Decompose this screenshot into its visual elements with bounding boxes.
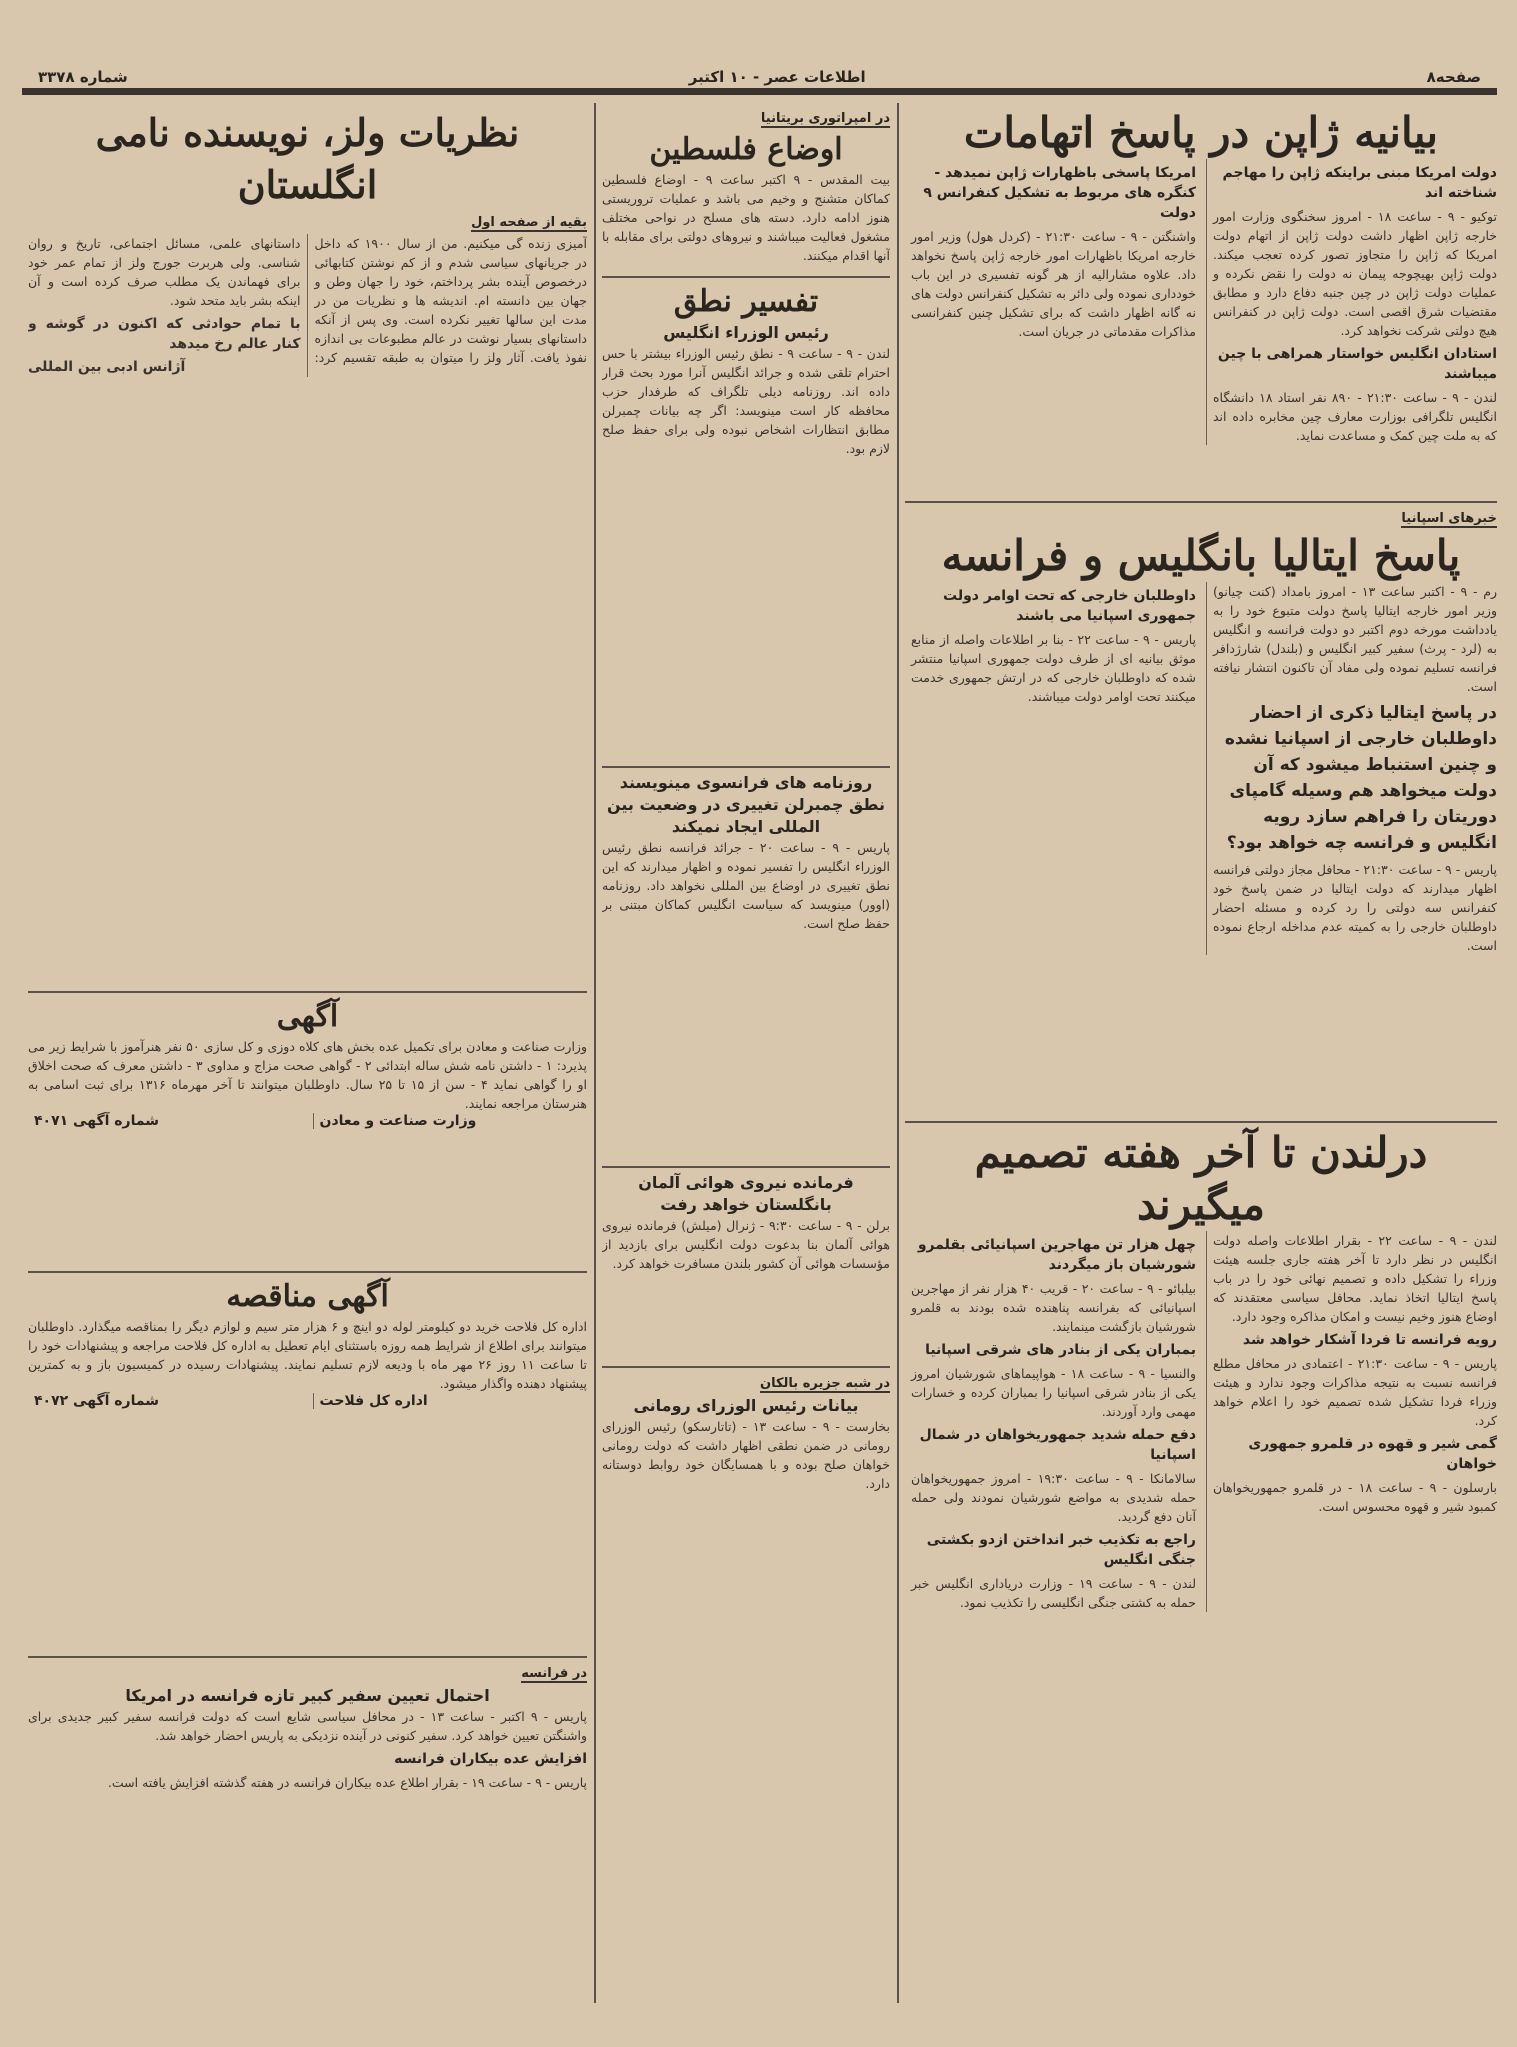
masthead — [22, 60, 1497, 86]
subheadline: با تمام حوادثی که اکنون در گوشه و کنار عالم رخ میدهد — [28, 316, 301, 352]
article-body — [28, 234, 587, 377]
subheadline: دفع حمله شدید جمهوریخواهان در شمال اسپانیا — [919, 1427, 1196, 1463]
paper-date: اطلاعات عصر - ۱۰ اکتبر — [688, 68, 866, 86]
subheadline: استادان انگلیس خواستار همراهی با چین میباشند — [1217, 346, 1497, 382]
article-body: پاریس - ۹ - ساعت ۲۱:۳۰ - محافل مجاز دولتی فرانسه اظهار میدارند که دولت ایتالیا در ضمن پاسخ خود کنفرانس سه دولتی را رد کرده و مسئله احضار داوطلبان خارجی را به کمیته عدم مداخله ارجاع نموده است. — [1213, 862, 1497, 953]
subheadline: رئیس الوزراء انگلیس — [663, 323, 829, 342]
subheadline: گمی شیر و قهوه در قلمرو جمهوری خواهان — [1248, 1436, 1497, 1472]
article-body: بارسلون - ۹ - ساعت ۱۸ - در قلمرو جمهوریخواهان کمبود شیر و قهوه محسوس است. — [1213, 1480, 1497, 1514]
article-speech — [602, 278, 890, 768]
article-body: لندن - ۹ - ساعت ۲۱:۳۰ - ۸۹۰ نفر استاد ۱۸ دانشگاه انگلیس تلگرافی بوزارت معارف چین مخابره داده اند که به ملت چین کمک و مساعدت نماید. — [1213, 390, 1497, 443]
section-kicker: خبرهای اسپانیا — [1401, 511, 1497, 526]
subheadline: داوطلبان خارجی که تحت اوامر دولت جمهوری اسپانیا می باشند — [943, 588, 1196, 624]
headline: روزنامه های فرانسوی مینویسند نطق چمبرلن تغییری در وضعیت بین المللی ایجاد نمیکند — [607, 773, 885, 836]
advertiser: اداره کل فلاحت — [313, 1393, 588, 1409]
headline: نظریات ولز، نویسنده نامی انگلستان — [95, 110, 520, 207]
article-body: پاریس - ۹ - ساعت ۲۲ - بنا بر اطلاعات واصله از منابع موثق بیانیه ای از طرف دولت جمهوری اسپانیا منتشر شده که داوطلبان خارجی که در ارتش جمهوری خدمت میکنند تحت اوامر دولت میباشند. — [911, 632, 1196, 704]
section-kicker: در امپراتوری بریتانیا — [760, 111, 890, 126]
article-france — [28, 1658, 587, 2003]
article-body: لندن - ۹ - ساعت ۹ - نطق رئیس الوزراء بیشتر با حس احترام تلقی شده و جرائد انگلیس آنرا مورد بحث قرار داده اند. روزنامه دیلی تلگراف که طرفدار حزب محافظه کار است مینویسد: اگر چه بیانات چمبرلن مطابق انتظارات اشخاص نبوده ولی برای حفظ صلح لازم بود. — [602, 346, 890, 456]
article-body: بیت المقدس - ۹ اکتبر ساعت ۹ - اوضاع فلسطین کماکان متشنج و وخیم می باشد و عملیات تروریستی هنوز ادامه دارد. دسته های مسلح در نواحی مختلف مشغول فعالیت میباشند و نیروهای دولتی برای مقابله با آنها اقدام میکنند. — [602, 172, 890, 263]
section-kicker: در شبه جزیره بالکان — [760, 1376, 890, 1391]
advertiser: وزارت صناعت و معادن — [313, 1113, 588, 1129]
headline: بیانات رئیس الوزرای رومانی — [633, 1396, 859, 1415]
article-body: توکیو - ۹ - ساعت ۱۸ - امروز سخنگوی وزارت امور خارجه ژاپن اظهار داشت دولت ژاپن از اتهام دولت امریکا که ژاپن را متجاوز تصور کرده تعجب میکند. دولت ژاپن بهیچوجه پیمان نه دولت را نقض نکرده و عملیات دولت ژاپن در چین جنبه دفاع دارد و مطابق مقتضیات شرق اقصی است. دولت ژاپن در کنفرانس هیچ دولتی شرکت نخواهد کرد. — [1213, 209, 1497, 338]
article-body: والنسیا - ۹ - ساعت ۱۸ - هواپیماهای شورشیان امروز یکی از بنادر شرقی اسپانیا را بمباران کرده و خسارات مهمی وارد آوردند. — [911, 1366, 1196, 1419]
headline: فرمانده نیروی هوائی آلمان بانگلستان خواهد رفت — [638, 1173, 854, 1214]
subheadline: چهل هزار تن مهاجرین اسپانیائی بقلمرو شورشیان باز میگردند — [917, 1237, 1196, 1273]
article-french-press — [602, 768, 890, 1168]
article-airforce — [602, 1168, 890, 1368]
article-italy — [905, 503, 1497, 1123]
article-body: بخارست - ۹ - ساعت ۱۳ - (تاتارسکو) رئیس الوزرای رومانی در ضمن نطقی اظهار داشت که دولت رومانی خواهان صلح بوده و با همسایگان خود روابط دوستانه دارد. — [602, 1419, 890, 1491]
article-body: واشنگتن - ۹ - ساعت ۲۱:۳۰ - (کردل هول) وزیر امور خارجه امریکا باظهارات امور خارجه ژاپن پاسخ نخواهد داد. علاوه مشارالیه از هر گونه تفسیری در این باب خودداری نموده ولی دائر به تشکیل کنفرانس دولت های نه گانه اظهار داشت که برای تشکیل چنین کنفرانسی مذاکرات مقدماتی در جریان است. — [911, 229, 1196, 339]
article-body: بیلبائو - ۹ - ساعت ۲۰ - قریب ۴۰ هزار نفر از مهاجرین اسپانیائی که بفرانسه پناهنده شده بودند به قلمرو شورشیان بازگشت مینمایند. — [911, 1281, 1197, 1334]
article-text: آمیزی زنده گی میکنیم. من از سال ۱۹۰۰ که داخل در جریانهای سیاسی شدم و از کم نوشتن کتابهائی درخصوص آینده بشر پرداختم، خود را جهان وطن و جهان بین دانسته ام. اندیشه ها و نظریات من در مدت این سالها تغییر نکرده است. وی پس از آنکه داستانهای بسیار نوشت در عالم مطبوعات بی اندازه نفوذ یافت. آثار ولز را میتوان به طبقه تقسیم کرد: داستانهای علمی، مسائل اجتماعی، تاریخ و روان شناسی. ولی هربرت جورج ولز از تمام عمر خود برای فهماندن یک مطلب صرف کرده است و آن اینکه بشر باید متحد شود. — [28, 236, 587, 365]
article-body: پاریس - ۹ اکتبر - ساعت ۱۳ - در محافل سیاسی شایع است که دولت فرانسه سفیر کبیر جدیدی برای واشنگتن تعیین خواهد کرد. سفیر کنونی در آینده نزدیکی به پاریس احضار خواهد شد. — [28, 1709, 587, 1743]
subheadline: راجع به تکذیب خبر انداختن ازدو بکشتی جنگی انگلیس — [926, 1532, 1196, 1568]
headline: آگهی — [276, 999, 339, 1034]
headline: بیانیه ژاپن در پاسخ اتهامات — [963, 108, 1439, 157]
issue-number: شماره ۳۳۷۸ — [38, 68, 128, 86]
article-body: پاریس - ۹ - ساعت ۲۱:۳۰ - اعتمادی در محافل مطلع فرانسه نسبت به نتیجه مذاکرات وجود ندارد و هیئت وزراء فردا تشکیل شده تصمیم خود را اعلام خواهد کرد. — [1213, 1356, 1497, 1428]
article-japan — [905, 103, 1497, 503]
headline: درلندن تا آخر هفته تصمیم میگیرند — [974, 1128, 1428, 1229]
subheadline: رویه فرانسه تا فردا آشکار خواهد شد — [1242, 1332, 1497, 1348]
article-body: اداره کل فلاحت خرید دو کیلومتر لوله دو اینچ و ۶ هزار متر سیم و لوازم دیگر را بمناقصه میگذارد. داوطلبان میتوانند برای اطلاع از شرایط همه روزه باستثنای ایام تعطیل به اداره کل فلاحت مراجعه و پیشنهادات خود را تا ساعت ۱۱ روز ۲۶ مهر ماه با ودیعه لازم تسلیم نمایند. پیشنهادات رسیده در کمیسیون باز و به کمترین پیشنهاد دهنده واگذار میشود. — [28, 1319, 587, 1391]
article-body: سالامانکا - ۹ - ساعت ۱۹:۳۰ - امروز جمهوریخواهان حمله شدیدی به مواضع شورشیان نمودند ولی حمله آنان دفع گردید. — [911, 1471, 1196, 1524]
article-body: پاریس - ۹ - ساعت ۲۰ - جرائد فرانسه نطق رئیس الوزراء انگلیس را تفسیر نموده و اظهار میدارند که این نطق تغییری در اوضاع بین المللی نخواهد داد. روزنامه (اوور) مینویسد که سیاست انگلیس کماکان مبتنی بر حفظ صلح است. — [602, 840, 890, 931]
page-number: صفحه۸ — [1426, 68, 1481, 86]
left-region — [22, 103, 587, 2003]
ad-number: شماره آگهی ۴۰۷۱ — [34, 1113, 160, 1129]
headline: آگهی مناقصه — [226, 1279, 389, 1314]
newspaper-page — [22, 60, 1497, 2020]
section-kicker: در فرانسه — [521, 1666, 587, 1681]
article-balkan — [602, 1368, 890, 2003]
subheadline: بمباران یکی از بنادر های شرقی اسپانیا — [925, 1342, 1196, 1358]
middle-column — [594, 103, 890, 2003]
ad-number: شماره آگهی ۴۰۷۲ — [34, 1393, 160, 1409]
article-palestine — [602, 103, 890, 278]
headline: پاسخ ایتالیا بانگلیس و فرانسه — [941, 531, 1461, 580]
headline: احتمال تعیین سفیر کبیر تازه فرانسه در امریکا — [125, 1686, 490, 1705]
article-body: برلن - ۹ - ساعت ۹:۳۰ - ژنرال (میلش) فرمانده نیروی هوائی آلمان بنا بدعوت دولت انگلیس برای بازدید از مؤسسات هوائی آن کشور بلندن مسافرت خواهد کرد. — [602, 1218, 890, 1271]
subheadline: در پاسخ ایتالیا ذکری از احضار داوطلبان خارجی از اسپانیا نشده و چنین استنباط میشود که آن دولت میخواهد هم وسیله گامپای دوریتان را فراهم سازد رویه انگلیس و فرانسه چه خواهد بود؟ — [1224, 703, 1497, 853]
article-body: لندن - ۹ - ساعت ۱۹ - وزارت دریاداری انگلیس خبر حمله به کشتی جنگی انگلیسی را تکذیب نمود. — [911, 1576, 1197, 1610]
tender-notice — [28, 1273, 587, 1658]
continued-label: بقیه از صفحه اول — [471, 215, 587, 230]
subheadline: افزایش عده بیکاران فرانسه — [394, 1751, 587, 1767]
right-region — [897, 103, 1497, 2003]
article-body: پاریس - ۹ - ساعت ۱۹ - بقرار اطلاع عده بیکاران فرانسه در هفته گذشته افزایش یافته است. — [107, 1775, 587, 1790]
article-body: وزارت صناعت و معادن برای تکمیل عده بخش های کلاه دوزی و کل سازی ۵۰ نفر هنرآموز با شرایط زیر می پذیرد: ۱ - داشتن نامه شش ساله ابتدائی ۲ - گواهی صحت مزاج و مداوی ۳ - داشتن معرف که صحت اخلاق او را گواهی نماید ۴ - سن از ۱۵ تا ۲۵ سال. داوطلبان میتوانند تا آخر مهرماه ۱۳۱۶ برای ثبت اسامی به هنرستان مراجعه نمایند. — [28, 1039, 587, 1111]
subheadline: دولت امریکا مبنی براینکه ژاپن را مهاجم شناخته اند — [1222, 165, 1497, 201]
article-body: رم - ۹ - اکتبر ساعت ۱۳ - امروز بامداد (کنت چیانو) وزیر امور خارجه ایتالیا پاسخ دولت متبوع خود را به یادداشت مورخه دوم اکتبر دو دولت فرانسه و انگلیس به (لرد - پرث) سفیر کبیر انگلیس و (بلندل) شارژدافر فرانسه تسلیم نموده ولی مفاد آن تاکنون انتشار نیافته است. — [1213, 584, 1497, 694]
masthead-rule — [22, 88, 1497, 95]
headline: تفسیر نطق — [673, 284, 819, 319]
byline: آژانس ادبی بین المللی — [28, 359, 186, 375]
headline: اوضاع فلسطین — [649, 132, 843, 167]
subheadline: امریکا پاسخی باظهارات ژاپن نمیدهد - کنگره های مربوط به تشکیل کنفرانس ۹ دولت — [923, 165, 1196, 221]
article-body: لندن - ۹ - ساعت ۲۲ - بقرار اطلاعات واصله دولت انگلیس در نظر دارد تا آخر هفته جاری جلسه هیئت وزراء را تشکیل داده و تصمیم نهائی خود را در باب پاسخ ایتالیا اتخاذ نماید. محافل سیاسی معتقدند که اوضاع هنوز وخیم نیست و امکان مذاکره وجود دارد. — [1213, 1233, 1497, 1324]
advertisement — [28, 993, 587, 1273]
article-wells — [28, 103, 587, 993]
article-london — [905, 1123, 1497, 2003]
